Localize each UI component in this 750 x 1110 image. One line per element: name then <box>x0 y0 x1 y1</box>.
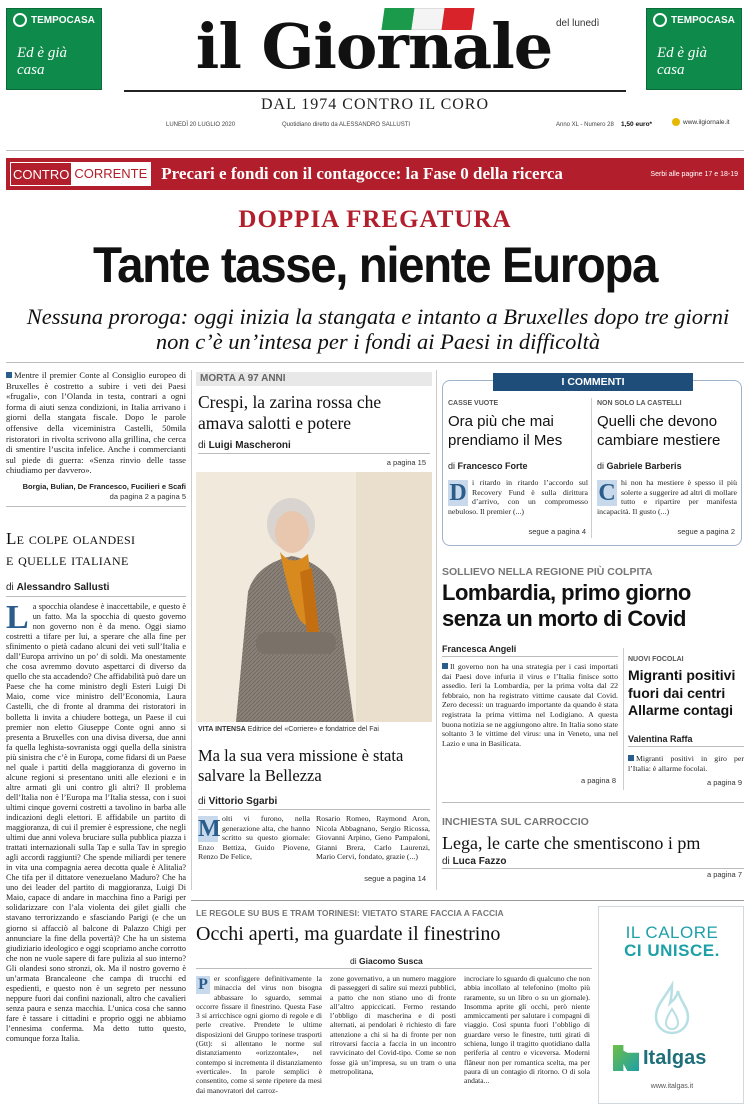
lead-deck: Nessuna proroga: oggi inizia la stangata e intanto a Bruxelles dopo tre giorni non c’è un’intesa per i fondi ai Paesi in difficoltà <box>26 304 730 354</box>
migranti-byline: Valentina Raffa <box>628 734 693 744</box>
column-divider <box>191 370 192 890</box>
commenti-right-byline: di Gabriele Barberis <box>597 461 682 471</box>
lombardia-kicker: SOLLIEVO NELLA REGIONE PIÙ COLPITA <box>442 566 653 578</box>
masthead-director: Quotidiano diretto da ALESSANDRO SALLUSTI <box>282 122 411 128</box>
portrait-illustration <box>196 472 432 722</box>
lega-top-rule <box>442 802 744 803</box>
ad-tempocasa-left[interactable] <box>6 8 102 90</box>
lega-headline[interactable]: Lega, le carte che smentiscono i pm <box>442 833 701 853</box>
ad-tempocasa-right[interactable] <box>646 8 742 90</box>
lead-body: Mentre il premier Conte al Consiglio europeo di Bruxelles è costretto a subire i veti dei Paesi «frugali», con l’Olanda in testa, contrari a ogni forma di aiuti senza condizioni, in Italia arrivano i giorni della stangata fiscale. Dopo le parole offensive della viceministra Castelli, 50mila ristoratori in rivolta scrivono alla grillina, che cerca di smentire l’uscita infelice. Anche i commercianti sul piede di guerra: «Senza rinvio delle tasse chiudiamo per davvero». <box>6 370 186 476</box>
masthead-edition: del lunedì <box>556 18 600 29</box>
crespi-photo <box>196 472 432 722</box>
torino-byline: di Giacomo Susca <box>350 956 423 966</box>
italgas-logo-icon <box>613 1045 639 1071</box>
controcorrente-ref: Serbi alle pagine 17 e 18-19 <box>650 170 738 178</box>
crespi-byline: di Luigi Mascheroni <box>198 440 291 451</box>
ad-slogan: Ed è già casa <box>657 45 707 78</box>
crespi-sub-page[interactable]: segue a pagina 14 <box>364 874 426 883</box>
ad-italgas[interactable] <box>598 906 744 1104</box>
migranti-page[interactable]: a pagina 9 <box>706 778 742 787</box>
migranti-body: Migranti positivi in giro per l’Italia: è allarme focolai. <box>628 754 744 773</box>
ad-brand: TEMPOCASA <box>671 14 735 26</box>
commenti-left-page[interactable]: segue a pagina 4 <box>528 527 586 536</box>
masthead-rule <box>124 90 626 92</box>
lega-byline: di Luca Fazzo <box>442 856 507 867</box>
tempocasa-logo-icon <box>13 13 27 27</box>
crespi-sub-body-a: M olti vi furono, nella generazione alta, che hanno scritto su questo giornale: Enzo Bettiza, Guido Piovene, Renzo De Felice, <box>198 814 310 862</box>
lead-authors: Borgia, Bulian, De Francesco, Fucilieri e Scafi <box>22 482 186 491</box>
italgas-logo: Italgas <box>613 1045 706 1071</box>
commenti-left-headline[interactable]: Ora più che mai prendiamo il Mes <box>448 413 563 449</box>
italgas-line1: IL CALORE <box>625 923 719 942</box>
column-divider <box>436 370 437 890</box>
commenti-left-kicker: CASSE VUOTE <box>448 400 499 407</box>
controcorrente-bar[interactable] <box>6 158 744 190</box>
torino-col2: zone governativo, a un numero maggiore di passeggeri di salire sui mezzi pubblici, a patto che non stiano uno di fronte all’altro appiccicati. Fermo restando l’obbligo di mascherina e di posti alternati, ai pendolari è richiesto di fare attenzione a chi si ha di fronte per non ritrovarsi faccia a faccia in un incontro ravvicinato del Covid-tipo. Come se non fosse già un’impresa, su un tram o una metropolitana, <box>330 974 456 1076</box>
editorial-dropcap: L <box>6 602 29 636</box>
masthead-issue: Anno XL - Numero 28 <box>556 122 614 128</box>
crespi-byline-rule <box>198 453 430 454</box>
controcorrente-headline: Precari e fondi con il contagocce: la Fase 0 della ricerca <box>161 164 563 183</box>
editorial-byline: di Alessandro Sallusti <box>6 582 110 593</box>
crespi-kicker: MORTA A 97 ANNI <box>200 373 286 384</box>
crespi-page[interactable]: a pagina 15 <box>386 458 426 467</box>
lombardia-headline[interactable]: Lombardia, primo giorno senza un morto di Covid <box>442 580 691 631</box>
crespi-sub-byline: di Vittorio Sgarbi <box>198 796 278 807</box>
commenti-left-body: D i ritardo in ritardo l’accordo sul Recovery Fund è sulla dirittura d’arrivo, con un compromesso nebuloso. Il premier (...) <box>448 478 588 516</box>
commenti-header: I COMMENTI <box>493 373 693 391</box>
editorial-title[interactable]: Le colpe olandesi e quelle italiane <box>6 529 136 569</box>
lombardia-byline-rule <box>442 656 618 657</box>
torino-kicker: LE REGOLE SU BUS E TRAM TORINESI: VIETATO STARE FACCIA A FACCIA <box>196 908 504 918</box>
torino-top-rule <box>191 900 744 901</box>
masthead-date: LUNEDÌ 20 LUGLIO 2020 <box>166 122 236 128</box>
commenti-divider <box>591 398 592 538</box>
header-divider <box>6 150 744 151</box>
italgas-web: www.italgas.it <box>650 1083 694 1090</box>
bullet-icon <box>6 372 12 378</box>
tempocasa-logo-icon <box>653 13 667 27</box>
lead-pages[interactable]: da pagina 2 a pagina 5 <box>109 492 186 501</box>
ad-brand: TEMPOCASA <box>31 14 95 26</box>
editorial-byline-rule <box>6 596 186 597</box>
lead-kicker: DOPPIA FREGATURA <box>238 206 512 233</box>
lombardia-body: Il governo non ha una strategia per i casi importati dai Paesi dove infuria il virus e l’Italia finisce sotto assedio. Ieri la Lombardia, per la prima volta dal 22 febbraio, non ha registrato vittime causate dal Covid. Zero decessi: un traguardo importante da quando è stata registrata la prima vittima nel Lodigiano. A questa buona notizia se ne aggiungono altre. In Italia sono state soltanto 3 le vittime del virus: una in Veneto, una nel Lazio e una in Basilicata. <box>442 662 618 748</box>
commenti-left-dropcap: D <box>449 480 467 506</box>
commenti-left-byline: di Francesco Forte <box>448 461 528 471</box>
commenti-right-headline[interactable]: Quelli che devono cambiare mestiere <box>597 413 721 449</box>
crespi-caption: VITA INTENSA Editrice del «Corriere» e fondatrice del Fai <box>198 726 379 733</box>
commenti-right-dropcap: C <box>598 480 616 506</box>
torino-byline-rule <box>196 968 592 969</box>
commenti-right-kicker: NON SOLO LA CASTELLI <box>597 400 682 407</box>
lead-headline[interactable]: Tante tasse, niente Europa <box>93 237 657 293</box>
migranti-divider <box>623 648 624 790</box>
masthead-price: 1,50 euro* <box>621 121 653 128</box>
migranti-byline-rule <box>628 746 744 747</box>
lead-divider <box>6 362 744 363</box>
ad-slogan: Ed è già casa <box>17 45 67 78</box>
bullet-icon <box>628 755 634 761</box>
masthead-motto: DAL 1974 CONTRO IL CORO <box>260 96 490 113</box>
crespi-sub-headline[interactable]: Ma la sua vera missione è stata salvare la Bellezza <box>198 746 404 785</box>
crespi-dropcap: M <box>198 816 221 842</box>
web-globe-icon <box>672 118 680 126</box>
crespi-headline[interactable]: Crespi, la zarina rossa che amava salotti e potere <box>198 392 382 433</box>
commenti-right-body: C hi non ha mestiere è spesso il più solerte a suggerire ad altri di mollare tutto e ripartire per manifesta incapacità. Il gusto (...) <box>597 478 737 516</box>
flame-icon <box>642 979 702 1039</box>
torino-col1: P er sconfiggere definitivamente la minaccia del virus non bisogna abbassare lo sguardo, semmai occorre fissare il finestrino. Questa Fase 3 si arricchisce ogni giorno di regole e di perle creative. Prendete le ultime disposizioni del Gruppo torinese trasporti (Gtt): si allentano le norme sul distanziamento «orizzontale», nel contempo si incrementa il distanziamento «verticale». In parole semplici è consentito, come si sente ripetere da mesi dai manovratori del carroz- <box>196 974 322 1095</box>
italgas-line2: CI UNISCE. <box>624 941 720 960</box>
commenti-right-page[interactable]: segue a pagina 2 <box>677 527 735 536</box>
torino-dropcap: P <box>196 976 210 994</box>
migranti-kicker: NUOVI FOCOLAI <box>628 656 684 663</box>
masthead-web[interactable]: www.ilgiornale.it <box>672 118 730 126</box>
lega-byline-rule <box>442 868 744 869</box>
lead-summary-divider <box>6 506 186 507</box>
migranti-headline[interactable]: Migranti positivi fuori dai centri Allarme contagi <box>628 667 736 718</box>
masthead-title[interactable]: il Giornale <box>195 10 553 83</box>
torino-headline[interactable]: Occhi aperti, ma guardate il finestrino <box>196 923 501 945</box>
lombardia-byline: Francesca Angeli <box>442 644 517 654</box>
crespi-sub-rule <box>198 809 430 810</box>
lega-page[interactable]: a pagina 7 <box>706 870 742 879</box>
lombardia-page[interactable]: a pagina 8 <box>580 776 616 785</box>
lega-kicker: INCHIESTA SUL CARROCCIO <box>442 816 589 828</box>
controcorrente-label: CONTRO CORRENTE <box>10 162 151 186</box>
torino-col3: incrociare lo sguardo di qualcuno che non abbia incollato al telefonino (molto più raramente, su un libro o su un giornale). Insomma aprite gli occhi, però niente ammiccamenti per salutare i compagni di viaggio. Così spunta fuori l’obbligo di guardare verso le finestre, tutti girati di schiena, lungo il tragitto quotidiano dalla periferia al centro e viceversa. Moderni flâneur non per romantica scelta, ma per paura di un contagio di ritorno. O di sola andata... <box>464 974 590 1086</box>
crespi-sub-body-b: Rosario Romeo, Raymond Aron, Nicola Abbagnano, Sergio Ricossa, Giovanni Arpino, Geno Pampaloni, Gianni Brera, Carlo Laurenzi, Mario Cervi, fondato, grazie (...) <box>316 814 430 862</box>
editorial-body: La spocchia olandese è inaccettabile, e questo è un fatto. Ma la spocchia di questo governo non governo non è da meno. Oggi siamo costretti a tifare per lui, a sperare che alla fine per sfinimento o pietà cadano alcuni dei veti sull’Italia e dall’Europa arrivino un po’ di soldi. Ma onestamente che cosa avremmo dovuto aspettarci di diverso da quello che sta accadendo? Che affidabilità può dare un Paese che ha come ministro degli Esteri Luigi Di Maio, come vice ministro dell’Economia, Laura Castelli, che di fronte al dramma dei ristoratori in bolletta li invita a chiudere bottega, un Paese il cui premier non eletto Giuseppe Conte ogni anno si presenta a Bruxelles con una divisa diversa, due anni fa quella leghista-sovranista oggi quella della sinistra più sinistra che c’è in Europa, come fidarsi di un Paese nel quale i partiti della maggioranza di governo in alcune regioni si presentano uniti alle elezioni e in altre armati gli uni contro gli altri? Il problema dell’Italia non è l’Europa ma l’Italia stessa, con i suoi ultimi cinque governi costretti a tavolino in barba alle indicazioni degli elettori. E affidabile un partito di maggioranza, di cui il premier è espressione, che negli ultimi due anni voleva bruciare sulla pubblica piazza i trattati internazionali sulla Tap e sulla Tav in spregio agli accordi raggiunti? Che spende miliardi per tenere in vita una compagnia aerea decotta quale è Alitalia? Che tifa per il dittatore venezuelano Maduro? Che ha uno dei leader del partito di maggioranza, Luigi Di Maio, capace di andare in macchina fino a Parigi per solidarizzare con l’ala violenta dei gilet gialli che stavano terrorizzando e sfasciando Parigi (e che un giorno si affacciò al balcone di Palazzo Chigi per annunciare la fine della povertà)? Che ha un sistema giudiziario ideologico e oggi scopriamo anche corrotto che non ne vuole sapere di fare pulizia al suo interno? Gli olandesi sono stronzi, ok. Ma il nostro governo è un’armata Brancaleone che campa di trucchi ed espedienti, e questo non è un segreto per nessuno neppure fuori dai confini nazionali, altro che cavalieri senza paura e senza macchia. L’unica cosa che sanno fare è tassare i cittadini e proprio oggi ne abbiamo l’ennesima conferma. Ma detto tutto questo, comunque forza Italia. <box>6 602 186 1044</box>
bullet-icon <box>442 663 448 669</box>
